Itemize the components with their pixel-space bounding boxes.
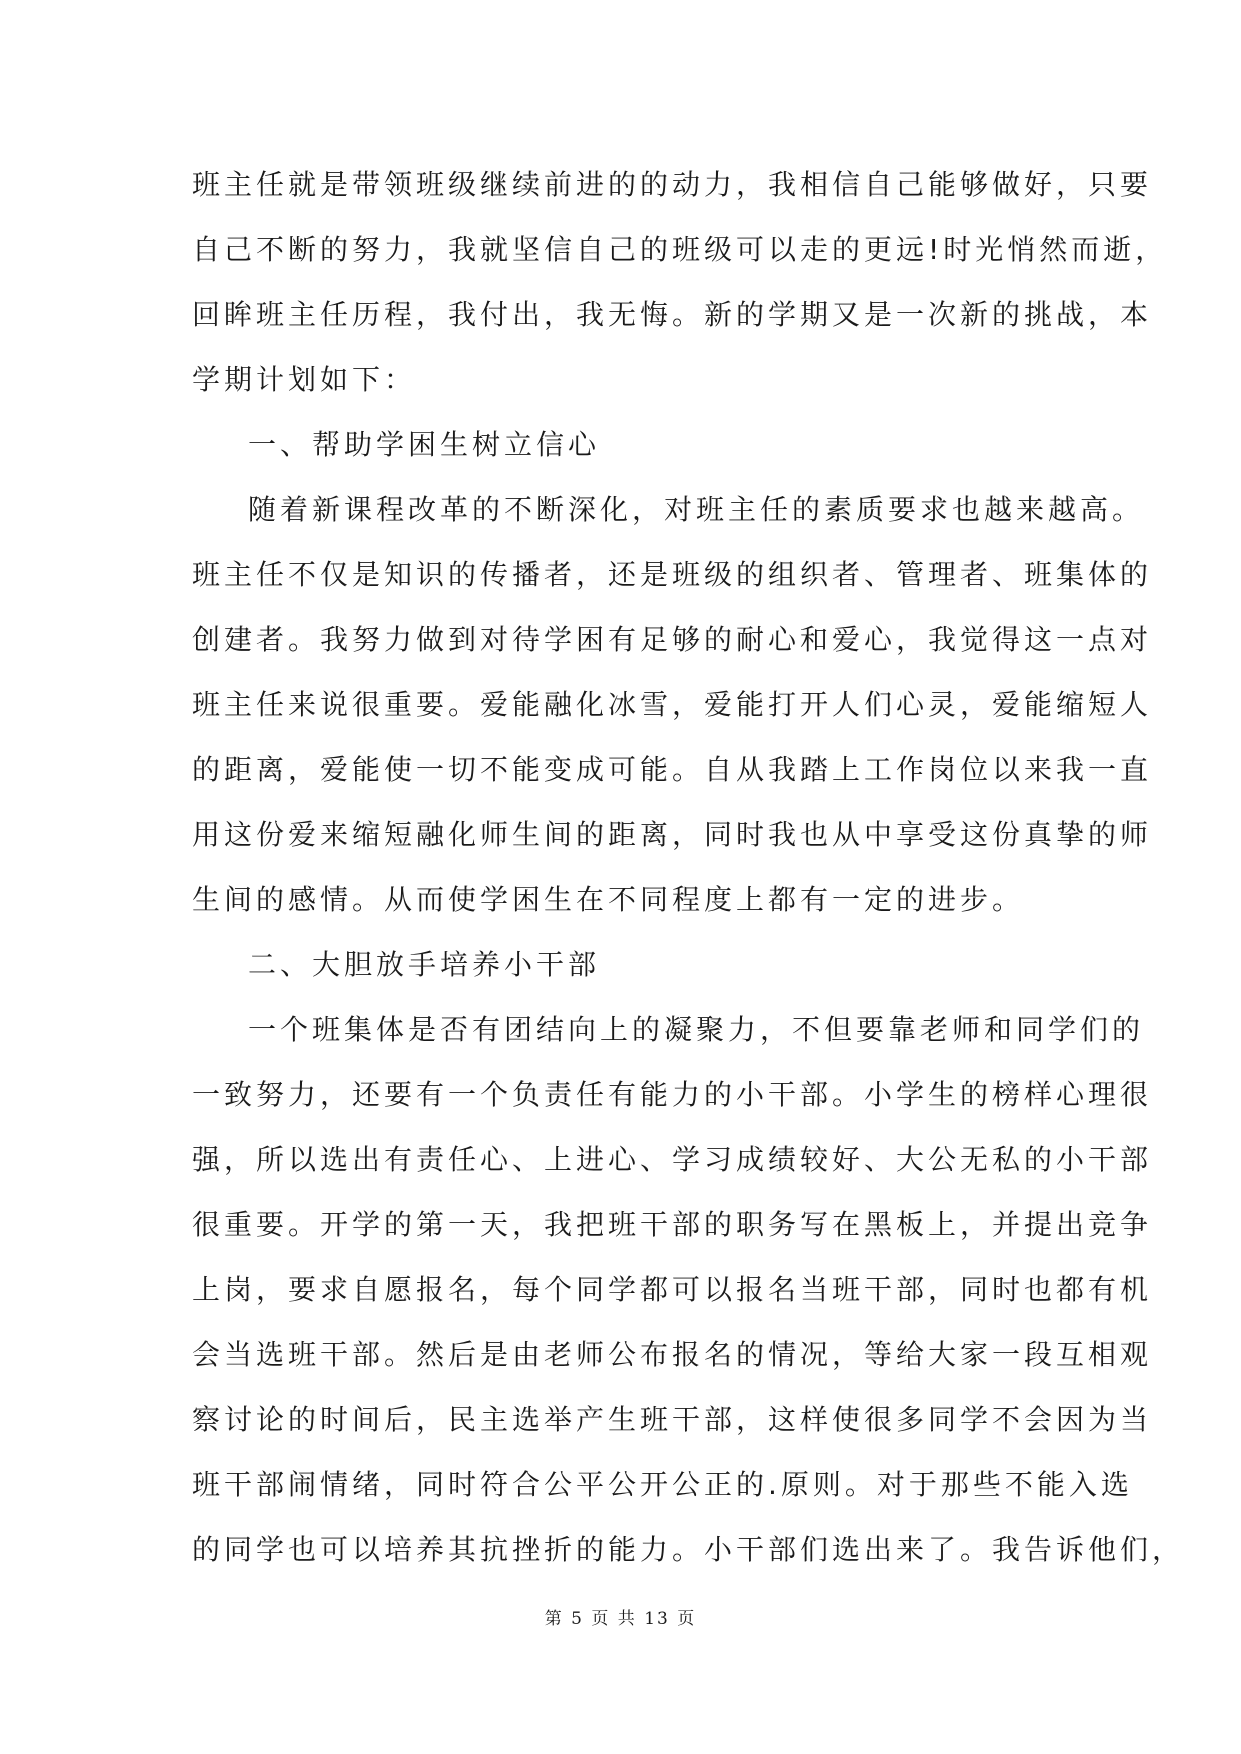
text-line: 会当选班干部。然后是由老师公布报名的情况，等给大家一段互相观	[192, 1338, 1153, 1371]
text-line: 一个班集体是否有团结向上的凝聚力，不但要靠老师和同学们的	[248, 1013, 1145, 1046]
text-line: 随着新课程改革的不断深化，对班主任的素质要求也越来越高。	[248, 493, 1145, 526]
text-line: 生间的感情。从而使学困生在不同程度上都有一定的进步。	[192, 883, 1025, 916]
text-line: 班干部闹情绪，同时符合公平公开公正的.原则。对于那些不能入选	[192, 1468, 1133, 1501]
text-line: 班主任不仅是知识的传播者，还是班级的组织者、管理者、班集体的	[192, 558, 1153, 591]
text-line: 创建者。我努力做到对待学困有足够的耐心和爱心，我觉得这一点对	[192, 623, 1153, 656]
text-line: 一致努力，还要有一个负责任有能力的小干部。小学生的榜样心理很	[192, 1078, 1153, 1111]
text-line: 的同学也可以培养其抗挫折的能力。小干部们选出来了。我告诉他们，	[192, 1533, 1185, 1566]
page-footer	[0, 1604, 1241, 1629]
text-line: 用这份爱来缩短融化师生间的距离，同时我也从中享受这份真挚的师	[192, 818, 1153, 851]
text-line: 强，所以选出有责任心、上进心、学习成绩较好、大公无私的小干部	[192, 1143, 1153, 1176]
text-line: 班主任就是带领班级继续前进的的动力，我相信自己能够做好，只要	[192, 168, 1153, 201]
text-line: 的距离，爱能使一切不能变成可能。自从我踏上工作岗位以来我一直	[192, 753, 1153, 786]
text-line: 学期计划如下：	[192, 363, 417, 396]
text-line: 回眸班主任历程，我付出，我无悔。新的学期又是一次新的挑战，本	[192, 298, 1153, 331]
text-line: 班主任来说很重要。爱能融化冰雪，爱能打开人们心灵，爱能缩短人	[192, 688, 1153, 721]
text-line: 自己不断的努力，我就坚信自己的班级可以走的更远!时光悄然而逝，	[192, 233, 1168, 266]
section-heading: 二、大胆放手培养小干部	[248, 948, 601, 981]
section-heading: 一、帮助学困生树立信心	[248, 428, 601, 461]
document-body	[192, 152, 1185, 1582]
page-number: 第 5 页 共 13 页	[544, 1609, 697, 1629]
text-line: 很重要。开学的第一天，我把班干部的职务写在黑板上，并提出竞争	[192, 1208, 1153, 1241]
text-line: 察讨论的时间后，民主选举产生班干部，这样使很多同学不会因为当	[192, 1403, 1153, 1436]
text-line: 上岗，要求自愿报名，每个同学都可以报名当班干部，同时也都有机	[192, 1273, 1153, 1306]
